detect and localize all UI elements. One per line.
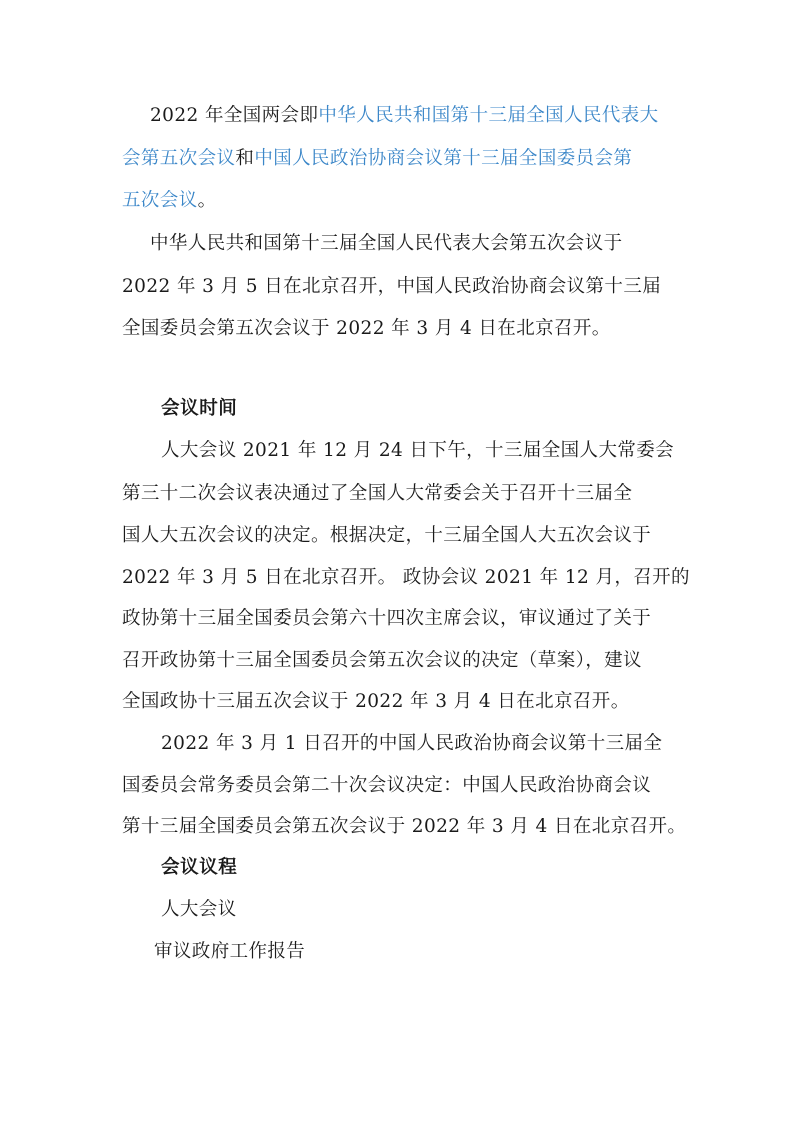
cppcc-session-link-cont[interactable]: 五次会议 <box>122 190 198 211</box>
agenda-heading: 会议议程 <box>161 857 238 878</box>
time-p1-line-1: 人大会议 2021 年 12 月 24 日下午，十三届全国人大常委会 <box>161 440 675 461</box>
time-p1-line-7: 全国政协十三届五次会议于 2022 年 3 月 4 日在北京召开。 <box>122 691 630 712</box>
time-p2-line-2: 国委员会常务委员会第二十次会议决定：中国人民政治协商会议 <box>122 775 652 796</box>
time-p1-line-3: 国人大五次会议的决定。根据决定，十三届全国人大五次会议于 <box>122 525 652 546</box>
intro-p2-line-1: 中华人民共和国第十三届全国人民代表大会第五次会议于 <box>150 233 623 254</box>
intro-text: 2022 年全国两会即 <box>150 105 319 126</box>
cppcc-session-link[interactable]: 中国人民政治协商会议第十三届全国委员会第 <box>254 148 633 169</box>
intro-line-2 <box>122 147 632 171</box>
intro-and: 和 <box>235 148 255 169</box>
meeting-time-heading: 会议时间 <box>161 398 238 419</box>
agenda-item-gov-report: 审议政府工作报告 <box>154 941 306 962</box>
npc-session-link[interactable]: 中华人民共和国第十三届全国人民代表大 <box>318 105 659 126</box>
intro-line-1 <box>150 104 659 128</box>
time-p2-line-3: 第十三届全国委员会第五次会议于 2022 年 3 月 4 日在北京召开。 <box>122 816 687 837</box>
intro-line-3 <box>122 189 217 213</box>
time-p2-line-1: 2022 年 3 月 1 日召开的中国人民政治协商会议第十三届全 <box>161 733 663 754</box>
intro-end: 。 <box>197 190 217 211</box>
time-p1-line-4: 2022 年 3 月 5 日在北京召开。 政协会议 2021 年 12 月，召开的 <box>122 567 690 588</box>
time-p1-line-5: 政协第十三届全国委员会第六十四次主席会议，审议通过了关于 <box>122 608 652 629</box>
intro-p2-line-3: 全国委员会第五次会议于 2022 年 3 月 4 日在北京召开。 <box>122 318 611 339</box>
agenda-npc-subheading: 人大会议 <box>161 899 237 920</box>
time-p1-line-2: 第三十二次会议表决通过了全国人大常委会关于召开十三届全 <box>122 483 633 504</box>
time-p1-line-6: 召开政协第十三届全国委员会第五次会议的决定（草案），建议 <box>122 650 642 671</box>
intro-p2-line-2: 2022 年 3 月 5 日在北京召开，中国人民政治协商会议第十三届 <box>122 276 662 297</box>
npc-session-link-cont[interactable]: 会第五次会议 <box>122 148 236 169</box>
